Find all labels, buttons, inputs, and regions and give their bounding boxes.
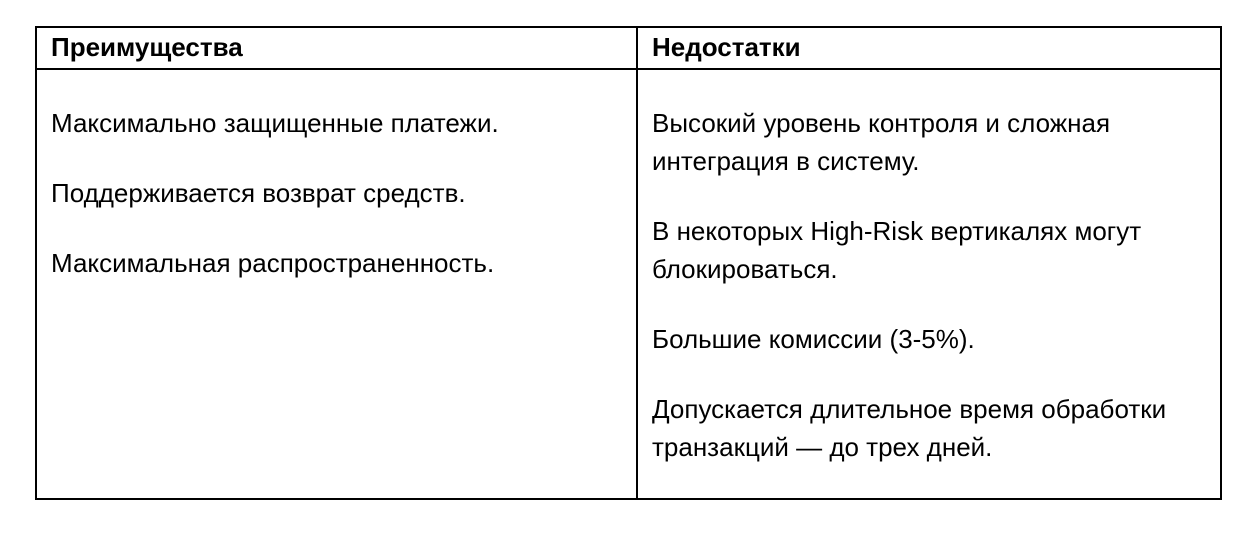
disadvantage-item: В некоторых High-Risk вертикалях могут блокироваться. (652, 216, 1142, 284)
advantage-item: Максимальная распространенность. (51, 248, 495, 278)
pros-cons-table (35, 26, 1222, 500)
advantages-heading: Преимущества (51, 32, 243, 62)
advantage-item: Поддерживается возврат средств. (51, 178, 466, 208)
disadvantages-heading: Недостатки (652, 32, 801, 62)
disadvantage-item: Большие комиссии (3-5%). (652, 324, 975, 354)
table-header-row (37, 28, 1220, 70)
advantages-cell (37, 70, 638, 498)
header-cell-disadvantages (638, 28, 1220, 68)
header-cell-advantages (37, 28, 638, 68)
table-body-row (37, 70, 1220, 498)
disadvantage-item: Допускается длительное время обработки транзакций — до трех дней. (652, 394, 1167, 462)
disadvantage-item: Высокий уровень контроля и сложная интеграция в систему. (652, 108, 1111, 176)
advantage-item: Максимально защищенные платежи. (51, 108, 499, 138)
disadvantages-cell (638, 70, 1220, 498)
